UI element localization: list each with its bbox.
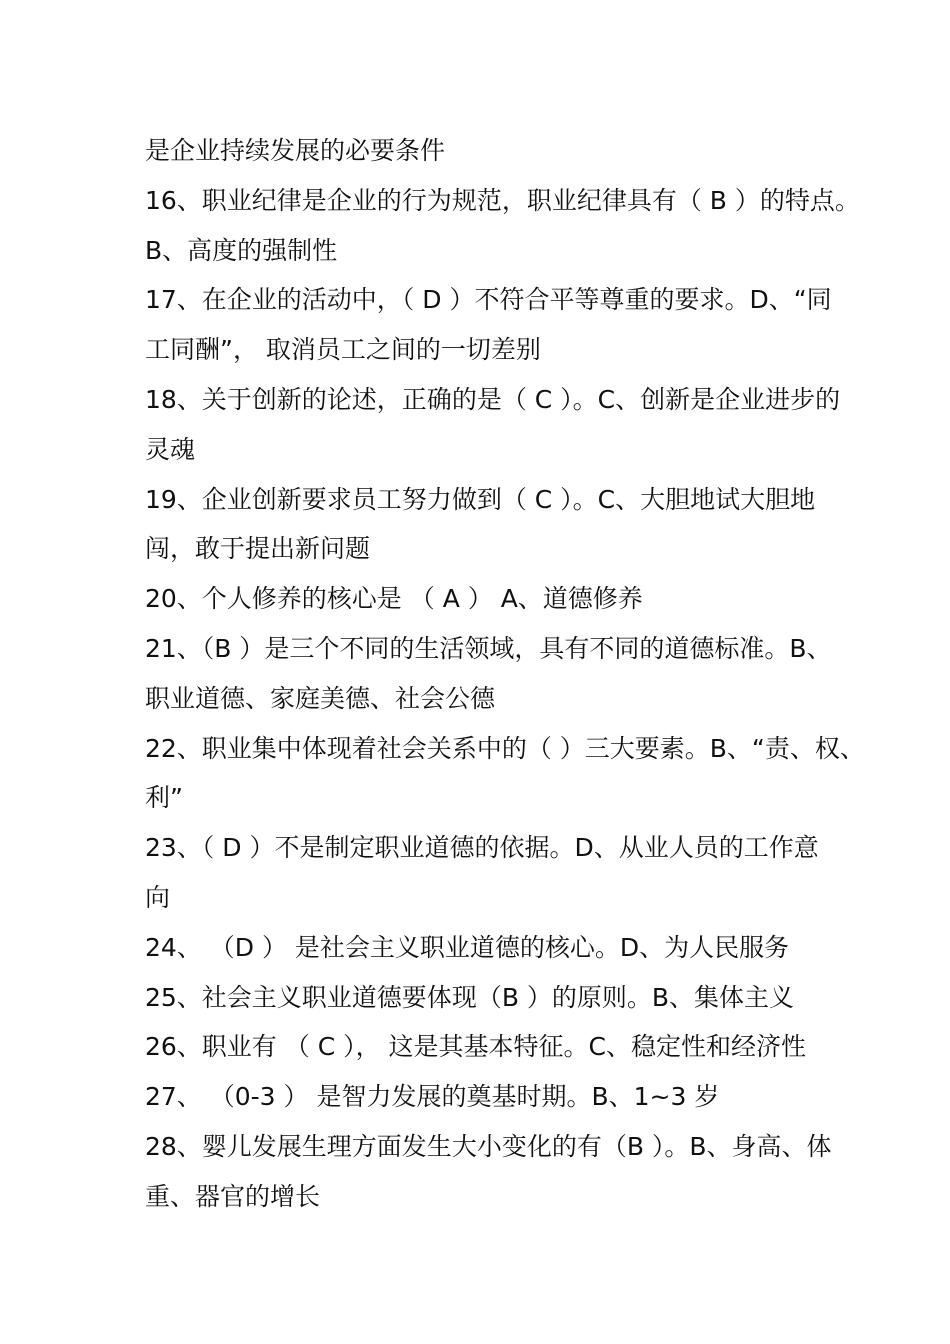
text-line: 职业道德、家庭美德、社会公德: [145, 683, 496, 713]
text-line: 22、职业集中体现着社会关系中的（ ）三大要素。B、“责、权、: [145, 733, 865, 763]
text-line: 向: [145, 882, 171, 912]
text-line: 24、 （D ） 是社会主义职业道德的核心。D、为人民服务: [145, 932, 790, 962]
text-line: B、高度的强制性: [145, 235, 338, 265]
text-line: 19、企业创新要求员工努力做到（ C ）。C、大胆地试大胆地: [145, 484, 816, 514]
text-line: 21、（B ）是三个不同的生活领域，具有不同的道德标准。B、: [145, 633, 832, 663]
text-line: 25、社会主义职业道德要体现（B ）的原则。B、集体主义: [145, 982, 795, 1012]
text-line: 23、（ D ）不是制定职业道德的依据。D、从业人员的工作意: [145, 833, 819, 863]
text-line: 利”: [145, 783, 183, 813]
text-line: 工同酬”， 取消员工之间的一切差别: [145, 335, 541, 365]
text-line: 是企业持续发展的必要条件: [145, 136, 446, 165]
text-line: 27、 （0-3 ） 是智力发展的奠基时期。B、1~3 岁: [145, 1082, 720, 1112]
text-line: 17、在企业的活动中，（ D ）不符合平等尊重的要求。D、“同: [145, 285, 832, 315]
text-line: 闯，敢于提出新问题: [145, 534, 371, 564]
text-line: 灵魂: [145, 434, 196, 464]
text-line: 16、职业纪律是企业的行为规范，职业纪律具有（ B ）的特点。: [145, 185, 860, 215]
text-line: 重、器官的增长: [145, 1181, 321, 1211]
question-list: [145, 126, 865, 1222]
text-line: 26、职业有 （ C ）， 这是其基本特征。C、稳定性和经济性: [145, 1032, 807, 1062]
text-line: 20、个人修养的核心是 （ A ） A、道德修养: [145, 584, 643, 614]
text-line: 18、关于创新的论述，正确的是（ C ）。C、创新是企业进步的: [145, 384, 841, 414]
text-line: 28、婴儿发展生理方面发生大小变化的有（B ）。B、身高、体: [145, 1131, 832, 1161]
